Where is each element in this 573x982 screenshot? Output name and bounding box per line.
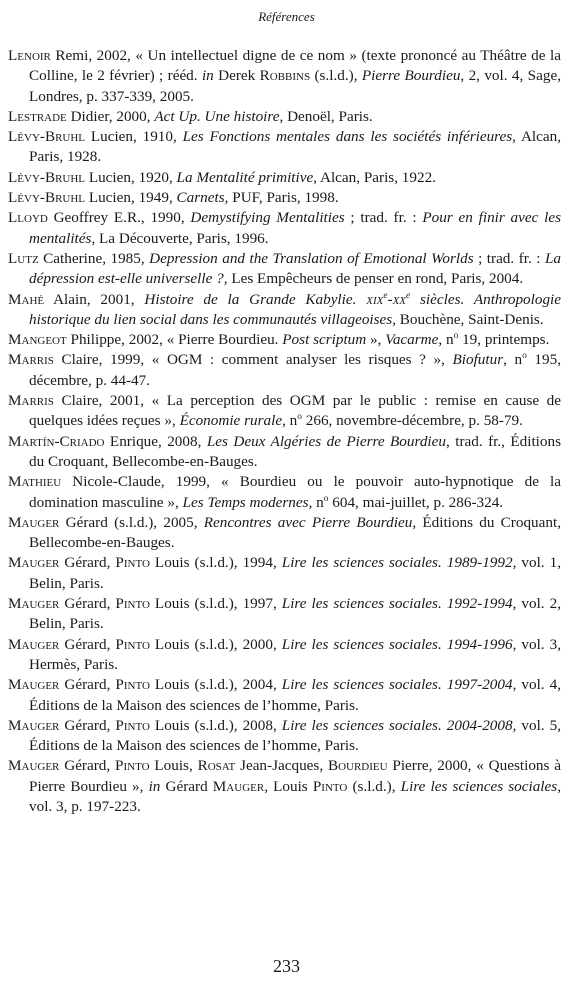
reference-text: »,	[366, 331, 386, 349]
reference-text: , vol. 4, Éditions de la Maison des sciences de l’homme, Paris.	[29, 676, 561, 714]
reference-entry	[8, 290, 561, 331]
reference-text: , n	[438, 331, 454, 349]
reference-text: , Alcan, Paris, 1922.	[313, 168, 436, 186]
author-name: Pinto	[312, 777, 348, 795]
reference-text: Claire, 2001, « La perception des OGM par le public : remise en cause de quelques idées reçues »,	[29, 392, 561, 430]
author-name: Lestrade	[8, 107, 67, 125]
reference-text: Gérard,	[59, 676, 116, 694]
work-title: Biofutur	[452, 351, 504, 369]
reference-text: , Louis	[264, 777, 313, 795]
reference-text: , Denoël, Paris.	[279, 107, 373, 125]
author-name: Mauger	[8, 554, 60, 572]
author-name: Lenoir	[8, 47, 51, 64]
reference-text: (s.l.d.),	[347, 777, 401, 795]
work-title: in	[201, 67, 214, 85]
author-name: Pinto	[115, 716, 150, 734]
work-title: Pierre Bourdieu	[361, 67, 461, 85]
author-name: xx	[392, 290, 407, 308]
author-name: Mauger	[8, 635, 60, 653]
work-title: La dépression est-elle universelle ?	[29, 249, 561, 288]
reference-text: Louis (s.l.d.), 2004,	[149, 676, 282, 694]
author-name: Rosat	[197, 757, 236, 775]
reference-text: , 2, vol. 4, Sage, Londres, p. 337-339, 2005.	[29, 67, 561, 105]
author-name: Mauger	[8, 757, 60, 775]
reference-text: Claire, 1999, « OGM : comment analyser les risques ? »,	[53, 351, 453, 369]
reference-text: Didier, 2000,	[66, 107, 155, 125]
reference-text: 266, novembre-décembre, p. 58-79.	[301, 412, 523, 430]
author-name: Pinto	[115, 635, 150, 653]
work-title: in	[148, 777, 161, 795]
reference-text: Louis (s.l.d.), 2008,	[149, 716, 282, 734]
reference-text: , n	[308, 493, 324, 511]
reference-text: Pierre, 2000, « Questions à Pierre Bourdieu »,	[29, 757, 561, 795]
work-title: Lire les sciences sociales. 1992-1994	[281, 595, 513, 613]
reference-text: , vol. 2, Belin, Paris.	[29, 595, 561, 633]
reference-text: Gérard,	[59, 757, 116, 775]
reference-text: , Bouchène, Saint-Denis.	[392, 310, 544, 328]
work-title: Pour en finir avec les mentalités	[29, 209, 562, 247]
reference-text: Jean-Jacques,	[235, 757, 328, 775]
author-name: Mangeot	[8, 331, 67, 349]
reference-text: Catherine, 1985,	[38, 249, 150, 267]
superscript: e	[383, 290, 388, 301]
reference-text: ; trad. fr. :	[344, 209, 423, 227]
reference-entry	[8, 168, 561, 188]
reference-text: 195, décembre, p. 44-47.	[29, 351, 561, 389]
reference-text: Gérard (s.l.d.), 2005,	[59, 513, 204, 531]
work-title: Rencontres avec Pierre Bourdieu	[203, 513, 413, 531]
reference-entry	[8, 432, 561, 473]
reference-text: , n	[282, 412, 298, 430]
author-name: Lévy-Bruhl	[8, 189, 86, 207]
reference-text: Louis (s.l.d.), 2000,	[149, 635, 282, 653]
author-name: Robbins	[259, 67, 311, 85]
reference-entry	[8, 716, 561, 757]
author-name: Mauger	[212, 777, 265, 795]
work-title: Les Fonctions mentales dans les sociétés inférieures	[182, 128, 513, 146]
reference-entry	[8, 208, 561, 249]
work-title: Demystifying Mentalities	[190, 209, 345, 227]
author-name: Mathieu	[8, 473, 62, 491]
superscript: o	[297, 412, 302, 423]
reference-text: , vol. 3, Hermès, Paris.	[29, 635, 561, 673]
author-name: Bourdieu	[327, 757, 388, 775]
reference-text: Louis,	[149, 757, 198, 775]
author-name: Mauger	[8, 513, 60, 531]
reference-text: , Alcan, Paris, 1928.	[29, 128, 562, 166]
reference-text: (s.l.d.),	[310, 67, 362, 85]
reference-entry	[8, 675, 561, 716]
reference-entry	[8, 513, 561, 554]
reference-text: Lucien, 1910,	[85, 128, 183, 146]
work-title: siècles. Anthropologie historique du lien social dans les communautés villageoises	[29, 290, 562, 328]
superscript: o	[323, 493, 329, 504]
reference-text: Gérard	[160, 777, 213, 795]
reference-text: , vol. 3, p. 197-223.	[29, 777, 561, 815]
work-title: Lire les sciences sociales. 1997-2004	[281, 676, 513, 694]
author-name: Pinto	[115, 554, 150, 572]
reference-entry	[8, 127, 561, 168]
reference-text: Gérard,	[59, 554, 116, 572]
reference-text: , Les Empêcheurs de penser en rond, Paris, 2004.	[223, 270, 524, 288]
reference-entry	[8, 188, 561, 208]
reference-text: Alain, 2001,	[44, 290, 145, 308]
running-header: Références	[258, 9, 315, 24]
reference-text: Louis (s.l.d.), 1994,	[149, 554, 282, 572]
author-name: Mauger	[8, 595, 60, 613]
reference-text: Philippe, 2002, « Pierre Bourdieu.	[66, 331, 283, 349]
reference-entry	[8, 330, 561, 350]
work-title: Lire les sciences sociales. 1989-1992	[281, 554, 513, 572]
reference-entry	[8, 350, 561, 391]
superscript: o	[522, 351, 527, 362]
reference-text: Remi, 2002, « Un intellectuel digne de ce nom » (texte prononcé au Théâtre de la Colline, le 2 février) ; rééd.	[29, 47, 561, 85]
reference-text: Lucien, 1949,	[85, 189, 177, 207]
reference-text: Nicole-Claude, 1999, « Bourdieu ou le pouvoir auto-hypnotique de la domination masculine »,	[29, 473, 561, 511]
work-title: Les Deux Algéries de Pierre Bourdieu	[206, 432, 446, 450]
reference-text: Gérard,	[59, 716, 116, 734]
reference-text: Geoffrey E.R., 1990,	[47, 209, 191, 227]
reference-text: Gérard,	[59, 635, 116, 653]
work-title: Lire les sciences sociales. 1994-1996	[281, 635, 513, 653]
reference-text: , PUF, Paris, 1998.	[224, 189, 339, 207]
author-name: Lutz	[8, 249, 39, 267]
reference-text: , La Découverte, Paris, 1996.	[91, 229, 269, 247]
work-title: Histoire de la Grande Kabylie.	[144, 290, 367, 308]
work-title: Lire les sciences sociales	[400, 777, 558, 795]
author-name: Pinto	[115, 757, 150, 775]
reference-entry	[8, 46, 561, 107]
reference-entry	[8, 756, 561, 817]
superscript: e	[406, 290, 411, 301]
reference-text: Enrique, 2008,	[104, 432, 207, 450]
author-name: Lloyd	[8, 209, 48, 227]
reference-entry	[8, 594, 561, 635]
reference-text: 604, mai-juillet, p. 286-324.	[328, 493, 504, 511]
work-title: Post scriptum	[282, 331, 367, 349]
reference-text: , Éditions du Croquant, Bellecombe-en-Bauges.	[29, 513, 561, 552]
reference-entry	[8, 107, 561, 127]
reference-entry	[8, 472, 561, 513]
author-name: Mauger	[8, 716, 60, 734]
author-name: xix	[366, 290, 384, 308]
author-name: Marris	[8, 392, 54, 410]
author-name: Pinto	[115, 595, 150, 613]
reference-text: Gérard,	[59, 595, 116, 613]
work-title: Carnets	[176, 189, 225, 207]
author-name: Martín-Criado	[8, 432, 105, 450]
work-title: La Mentalité primitive	[176, 168, 314, 186]
reference-text: Lucien, 1920,	[85, 168, 177, 186]
superscript: o	[453, 331, 459, 342]
author-name: Lévy-Bruhl	[8, 168, 86, 186]
author-name: Pinto	[115, 676, 150, 694]
work-title: Lire les sciences sociales. 2004-2008	[281, 716, 513, 734]
reference-text: , vol. 5, Éditions de la Maison des sciences de l’homme, Paris.	[29, 716, 561, 755]
reference-text: , n	[503, 351, 523, 369]
author-name: Mauger	[8, 676, 60, 694]
author-name: Lévy-Bruhl	[8, 128, 86, 146]
reference-text: ; trad. fr. :	[473, 249, 545, 267]
work-title: Act Up. Une histoire	[154, 107, 280, 125]
reference-text: Derek	[213, 67, 260, 85]
reference-text: , vol. 1, Belin, Paris.	[29, 554, 561, 592]
reference-list	[8, 46, 561, 817]
work-title: -	[387, 290, 393, 308]
page-number: 233	[273, 956, 300, 976]
author-name: Mahé	[8, 290, 45, 308]
work-title: Vacarme	[385, 331, 439, 349]
reference-entry	[8, 391, 561, 432]
reference-entry	[8, 553, 561, 594]
work-title: Les Temps modernes	[182, 493, 309, 511]
reference-text: Louis (s.l.d.), 1997,	[149, 595, 282, 613]
work-title: Depression and the Translation of Emotional Worlds	[149, 249, 474, 267]
author-name: Marris	[8, 351, 54, 369]
reference-text: 19, printemps.	[458, 331, 550, 349]
reference-entry	[8, 635, 561, 676]
reference-entry	[8, 249, 561, 290]
work-title: Économie rurale	[179, 412, 283, 430]
reference-text: , trad. fr., Éditions du Croquant, Bellecombe-en-Bauges.	[29, 432, 561, 470]
